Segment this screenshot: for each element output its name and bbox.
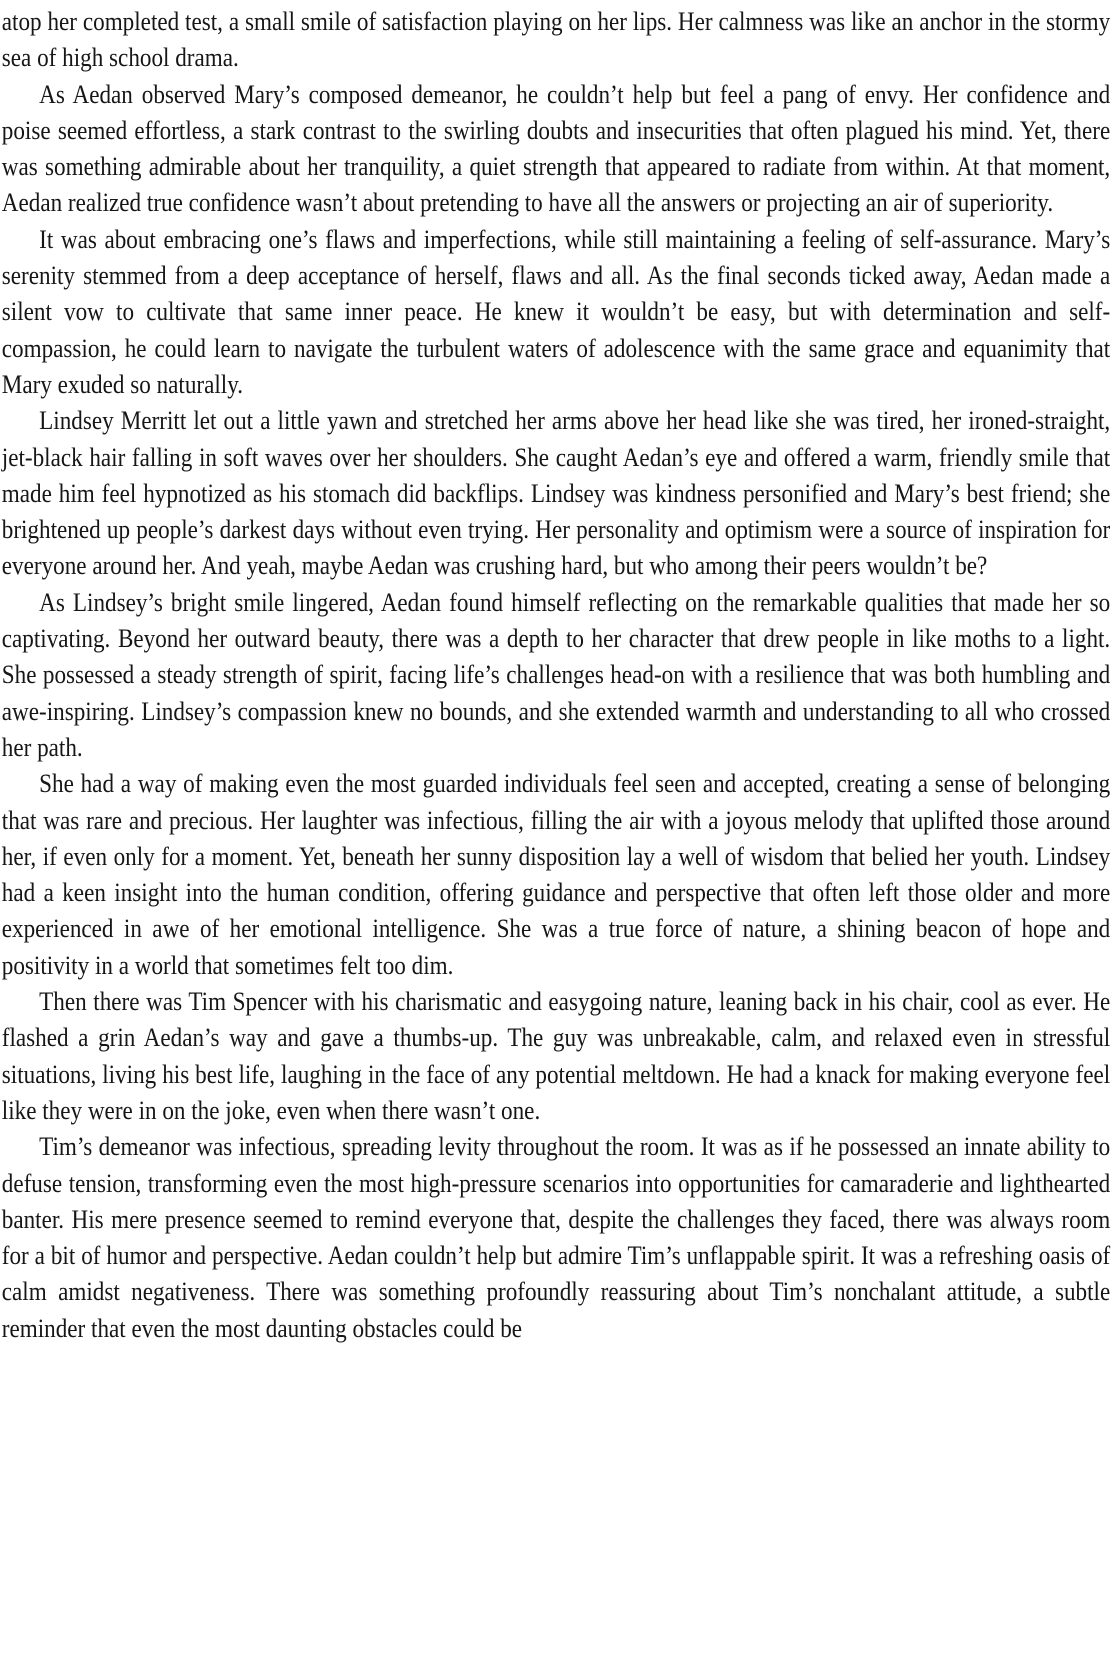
paragraph: Then there was Tim Spencer with his charismatic and easygoing nature, leaning back in his chair, cool as ever. He flashed a grin Aedan’s way and gave a thumbs-up. The guy was unbreakable, calm, and relaxed even in stressful situations, living his best life, laughing in the face of any potential meltdown. He had a knack for making everyone feel like they were in on the joke, even when there wasn’t one.: [1, 987, 1111, 1125]
paragraph: Lindsey Merritt let out a little yawn and stretched her arms above her head like she was tired, her ironed-straight, jet-black hair falling in soft waves over her shoulders. She caught Aedan’s eye and offered a warm, friendly smile that made him feel hypnotized as his stomach did backflips. Lindsey was kindness personified and Mary’s best friend; she brightened up people’s darkest days without even trying. Her personality and optimism were a source of inspiration for everyone around her. And yeah, maybe Aedan was crushing hard, but who among their peers wouldn’t be?: [1, 406, 1111, 581]
paragraph: It was about embracing one’s flaws and imperfections, while still maintaining a feeling of self-assurance. Mary’s serenity stemmed from a deep acceptance of herself, flaws and all. As the final seconds ticked away, Aedan made a silent vow to cultivate that same inner peace. He knew it wouldn’t be easy, but with determination and self-compassion, he could learn to navigate the turbulent waters of adolescence with the same grace and equanimity that Mary exuded so naturally.: [1, 224, 1111, 399]
paragraph: Tim’s demeanor was infectious, spreading levity throughout the room. It was as if he possessed an innate ability to defuse tension, transforming even the most high-pressure scenarios into opportunities for camaraderie and lighthearted banter. His mere presence seemed to remind everyone that, despite the challenges they faced, there was always room for a bit of humor and perspective. Aedan couldn’t help but admire Tim’s unflappable spirit. It was a refreshing oasis of calm amidst negativeness. There was something profoundly reassuring about Tim’s nonchalant attitude, a subtle reminder that even the most daunting obstacles could be: [1, 1132, 1111, 1343]
paragraph: She had a way of making even the most guarded individuals feel seen and accepted, creating a sense of belonging that was rare and precious. Her laughter was infectious, filling the air with a joyous melody that uplifted those around her, if even only for a moment. Yet, beneath her sunny disposition lay a well of wisdom that belied her youth. Lindsey had a keen insight into the human condition, offering guidance and perspective that often left those older and more experienced in awe of her emotional intelligence. She was a true force of nature, a shining beacon of hope and positivity in a world that sometimes felt too dim.: [1, 769, 1111, 980]
paragraph: As Lindsey’s bright smile lingered, Aedan found himself reflecting on the remarkable qualities that made her so captivating. Beyond her outward beauty, there was a depth to her character that drew people in like moths to a light. She possessed a steady strength of spirit, facing life’s challenges head-on with a resilience that was both humbling and awe-inspiring. Lindsey’s compassion knew no bounds, and she extended warmth and understanding to all who crossed her path.: [1, 587, 1111, 762]
paragraph: As Aedan observed Mary’s composed demeanor, he couldn’t help but feel a pang of envy. Her confidence and poise seemed effortless, a stark contrast to the swirling doubts and insecurities that often plagued his mind. Yet, there was something admirable about her tranquility, a quiet strength that appeared to radiate from within. At that moment, Aedan realized true confidence wasn’t about pretending to have all the answers or projecting an air of superiority.: [1, 79, 1111, 218]
paragraph: atop her completed test, a small smile of satisfaction playing on her lips. Her calmness was like an anchor in the stormy sea of high school drama.: [1, 7, 1111, 73]
